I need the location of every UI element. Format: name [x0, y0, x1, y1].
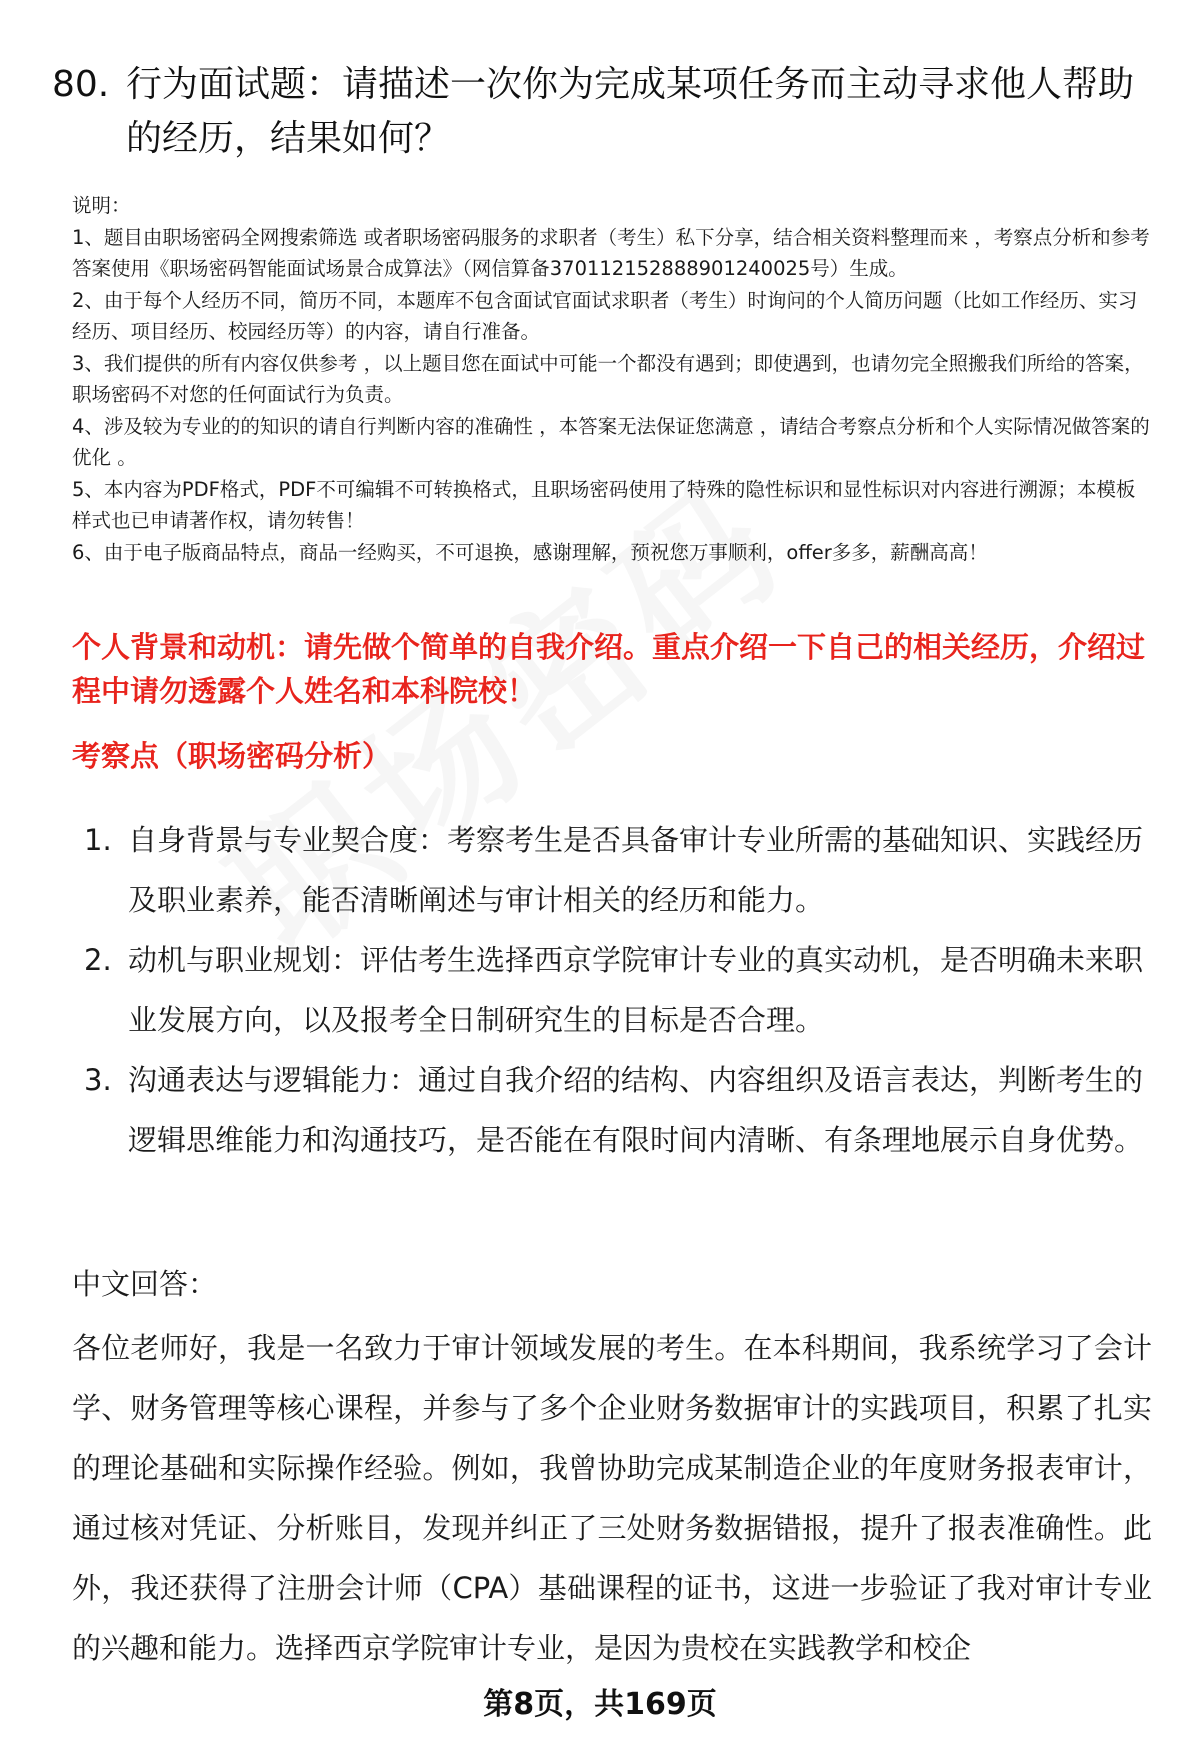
notes-item: 5、本内容为PDF格式，PDF不可编辑不可转换格式，且职场密码使用了特殊的隐性标识和显性标识对内容进行溯源；本模板样式也已申请著作权，请勿转售！	[72, 477, 1136, 532]
notes-item: 1、题目由职场密码全网搜索筛选 或者职场密码服务的求职者（考生）私下分享，结合相关资料整理而来 ，考察点分析和参考答案使用《职场密码智能面试场景合成算法》（网信算备370112152888901240025号）生成。	[72, 225, 1150, 280]
section-heading: 个人背景和动机：请先做个简单的自我介绍。重点介绍一下自己的相关经历，介绍过程中请勿透露个人姓名和本科院校！	[72, 630, 1146, 708]
list-item	[84, 930, 1150, 1050]
notes-block	[72, 190, 1152, 568]
notes-item: 2、由于每个人经历不同，简历不同，本题库不包含面试官面试求职者（考生）时询问的个人简历问题（比如工作经历、实习经历、项目经历、校园经历等）的内容，请自行准备。	[72, 288, 1138, 343]
analysis-title: 考察点（职场密码分析）	[72, 739, 392, 773]
notes-item: 4、涉及较为专业的的知识的请自行判断内容的准确性 ，本答案无法保证您满意 ，请结合考察点分析和个人实际情况做答案的优化 。	[72, 414, 1150, 469]
list-item	[84, 810, 1150, 930]
notes-item: 6、由于电子版商品特点，商品一经购买，不可退换，感谢理解，预祝您万事顺利，offer多多，薪酬高高！	[72, 540, 988, 564]
point-number: 1.	[84, 823, 112, 857]
point-text: 沟通表达与逻辑能力：通过自我介绍的结构、内容组织及语言表达，判断考生的逻辑思维能力和沟通技巧，是否能在有限时间内清晰、有条理地展示自身优势。	[128, 1063, 1144, 1157]
page-footer: 第8页，共169页	[483, 1687, 717, 1722]
notes-heading: 说明：	[72, 194, 131, 217]
point-text: 动机与职业规划：评估考生选择西京学院审计专业的真实动机，是否明确未来职业发展方向，以及报考全日制研究生的目标是否合理。	[128, 943, 1144, 1037]
answer-label: 中文回答：	[72, 1267, 218, 1301]
point-number: 2.	[84, 943, 112, 977]
answer-body: 各位老师好，我是一名致力于审计领域发展的考生。在本科期间，我系统学习了会计学、财务管理等核心课程，并参与了多个企业财务数据审计的实践项目，积累了扎实的理论基础和实际操作经验。例如，我曾协助完成某制造企业的年度财务报表审计，通过核对凭证、分析账目，发现并纠正了三处财务数据错报，提升了报表准确性。此外，我还获得了注册会计师（CPA）基础课程的证书，这进一步验证了我对审计专业的兴趣和能力。选择西京学院审计专业，是因为贵校在实践教学和校企	[72, 1331, 1152, 1665]
point-text: 自身背景与专业契合度：考察考生是否具备审计专业所需的基础知识、实践经历及职业素养，能否清晰阐述与审计相关的经历和能力。	[128, 823, 1144, 917]
list-item	[84, 1050, 1150, 1170]
notes-item: 3、我们提供的所有内容仅供参考 ，以上题目您在面试中可能一个都没有遇到；即使遇到，也请勿完全照搬我们所给的答案，职场密码不对您的任何面试行为负责。	[72, 351, 1144, 406]
analysis-points	[84, 810, 1150, 1170]
question-title	[52, 58, 1142, 166]
question-text: 行为面试题：请描述一次你为完成某项任务而主动寻求他人帮助的经历，结果如何？	[126, 64, 1135, 159]
question-number: 80.	[52, 64, 110, 105]
point-number: 3.	[84, 1063, 112, 1097]
